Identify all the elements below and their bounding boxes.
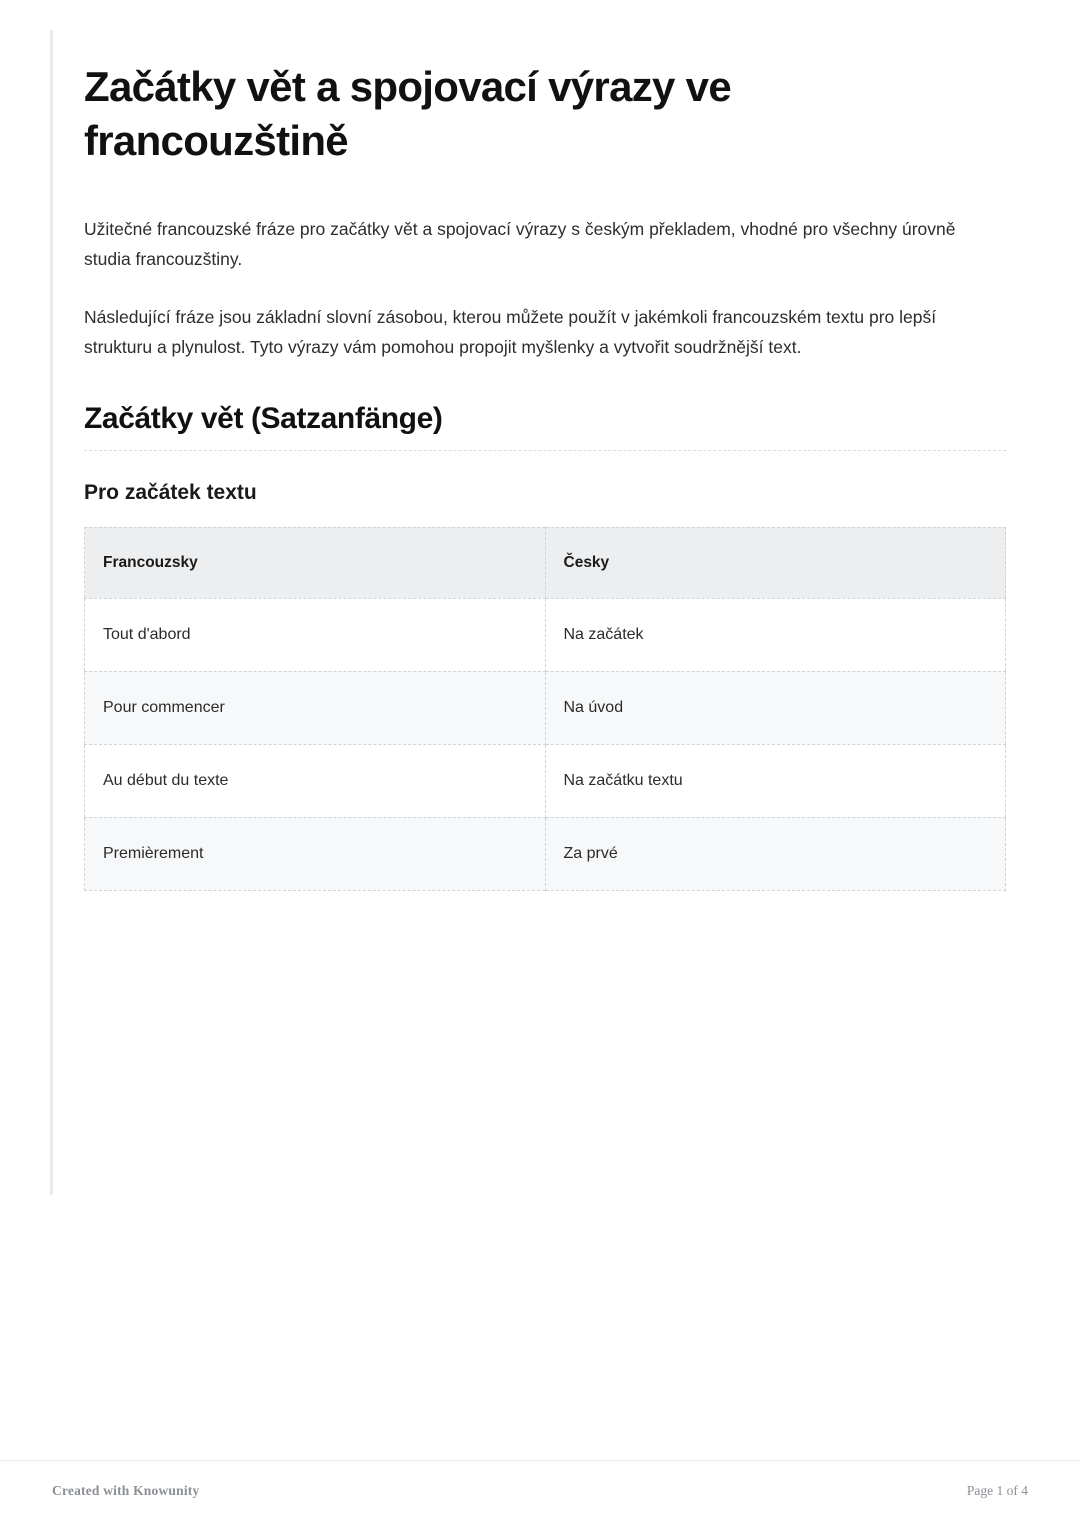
lead-paragraph: Užitečné francouzské fráze pro začátky vět a spojovací výrazy s českým překladem, vhodné pro všechny úrovně studia francouzštiny. (84, 218, 956, 269)
cell-czech: Na začátku textu (545, 744, 1006, 817)
page-title: Začátky vět a spojovací výrazy ve francouzštině (84, 63, 731, 164)
subsection-heading: Pro začátek textu (84, 480, 257, 504)
cell-czech: Za prvé (545, 817, 1006, 890)
phrase-table (84, 527, 1006, 891)
footer-credit: Created with Knowunity (52, 1483, 200, 1498)
cell-czech: Na úvod (545, 671, 1006, 744)
page-footer (0, 1460, 1080, 1527)
table-header (85, 527, 1006, 598)
table-row (85, 817, 1006, 890)
cell-french: Pour commencer (85, 671, 546, 744)
footer-page-number: Page 1 of 4 (966, 1483, 1028, 1498)
table-row (85, 744, 1006, 817)
table-row (85, 671, 1006, 744)
cell-french: Premièrement (85, 817, 546, 890)
left-accent-rule (50, 30, 53, 1195)
table-header-row (85, 527, 1006, 598)
column-header-czech: Česky (545, 527, 1006, 598)
document-content (84, 60, 1006, 891)
cell-french: Au début du texte (85, 744, 546, 817)
column-header-french: Francouzsky (85, 527, 546, 598)
section-heading: Začátky vět (Satzanfänge) (84, 402, 1006, 451)
cell-french: Tout d'abord (85, 598, 546, 671)
cell-czech: Na začátek (545, 598, 1006, 671)
table-body (85, 598, 1006, 890)
body-paragraph: Následující fráze jsou základní slovní zásobou, kterou můžete použít v jakémkoli francouzském textu pro lepší strukturu a plynulost. Tyto výrazy vám pomohou propojit myšlenky a vytvořit soudržnější text. (84, 306, 937, 357)
table-row (85, 598, 1006, 671)
